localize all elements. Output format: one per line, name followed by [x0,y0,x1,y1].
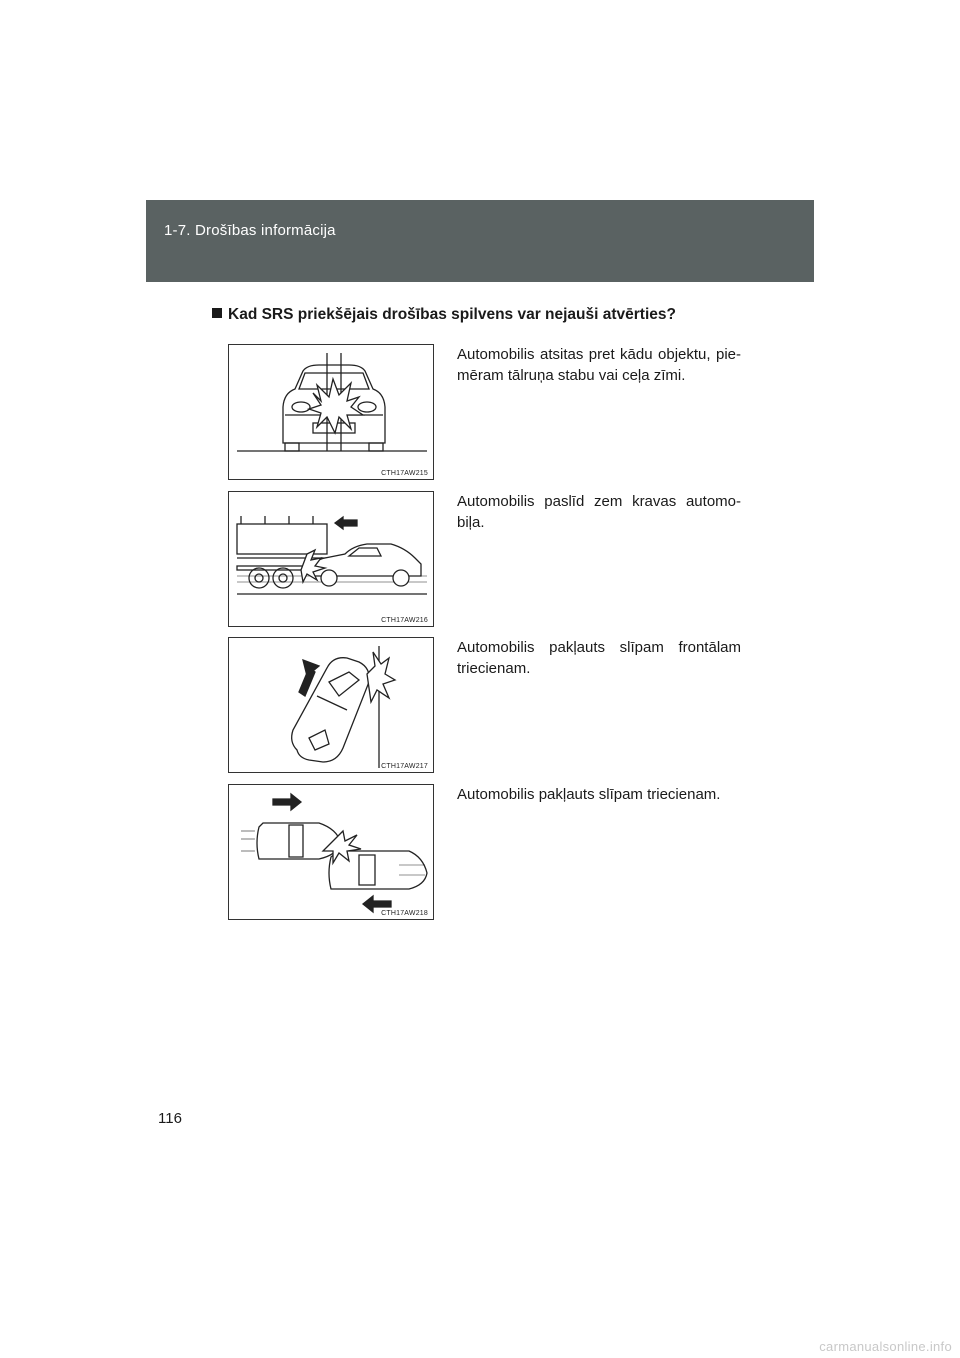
figure-pole-collision [228,344,434,480]
figure-truck-underride [228,491,434,627]
figure-oblique-collision [228,784,434,920]
oblique-collision-illustration [229,785,435,921]
watermark: carmanualsonline.info [819,1339,952,1354]
description-truck-underride: Automobilis paslīd zem kravas automo-biļa. [457,493,741,531]
description-oblique-frontal: Automobilis pakļauts slīpam frontālam triecienam. [457,639,741,677]
page-number: 116 [158,1110,182,1127]
figure-code: CTH17AW215 [381,470,428,477]
square-bullet-icon [212,308,222,318]
section-heading-text: Kad SRS priekšējais drošības spilvens var nejauši atvērties? [228,306,676,323]
pole-collision-illustration [229,345,435,481]
section-heading [212,306,676,324]
figure-oblique-frontal [228,637,434,773]
figure-code: CTH17AW218 [381,910,428,917]
figure-code: CTH17AW216 [381,617,428,624]
oblique-frontal-illustration [229,638,435,774]
truck-underride-illustration [229,492,435,628]
figure-code: CTH17AW217 [381,763,428,770]
chapter-header-bar [146,200,814,282]
description-pole-collision: Automobilis atsitas pret kādu objektu, pie-mēram tālruņa stabu vai ceļa zīmi. [457,346,741,384]
chapter-title: 1-7. Drošības informācija [164,222,336,239]
description-oblique-collision: Automobilis pakļauts slīpam triecienam. [457,786,721,803]
